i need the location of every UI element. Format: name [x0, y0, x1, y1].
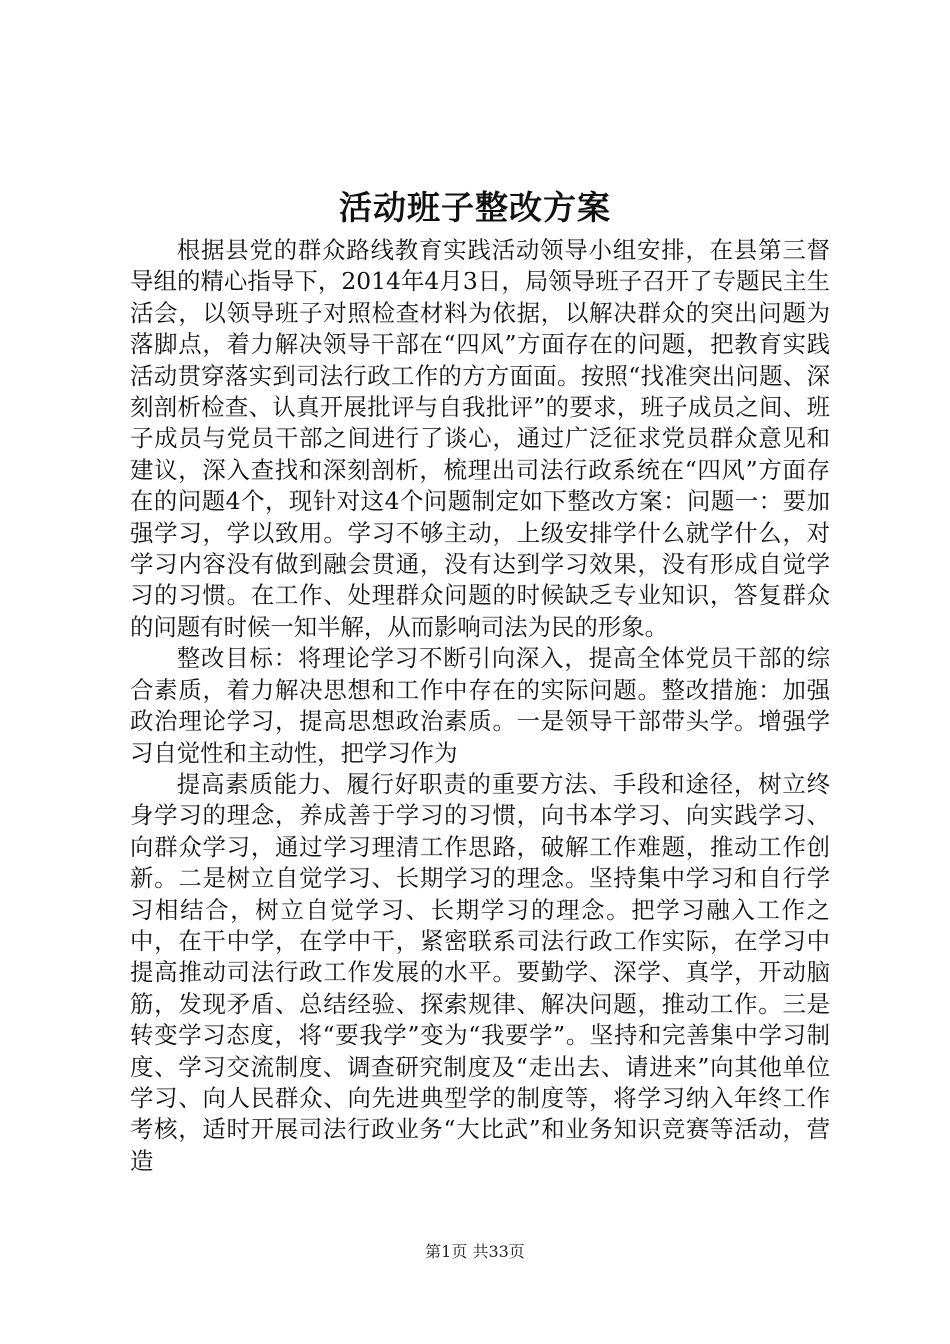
document-title: 活动班子整改方案 — [339, 188, 611, 227]
paragraph-3: 提高素质能力、履行好职责的重要方法、手段和途径，树立终身学习的理念，养成善于学习的习惯，向书本学习、向实践学习、向群众学习，通过学习理清工作思路，破解工作难题，推动工作创新。二是树立自觉学习、长期学习的理念。坚持集中学习和自行学习相结合，树立自觉学习、长期学习的理念。把学习融入工作之中，在干中学，在学中干，紧密联系司法行政工作实际，在学习中提高推动司法行政工作发展的水平。要勤学、深学、真学，开动脑筋，发现矛盾、总结经验、探索规律、解决问题，推动工作。三是转变学习态度，将“要我学”变为“我要学”。坚持和完善集中学习制度、学习交流制度、调查研究制度及“走出去、请进来”向其他单位学习、向人民群众、向先进典型学的制度等，将学习纳入年终工作考核，适时开展司法行政业务“大比武”和业务知识竞赛等活动，营造 — [130, 769, 830, 1175]
page-footer: 第1页 共33页 — [425, 1242, 525, 1261]
document-body — [130, 235, 830, 1177]
paragraph-1: 根据县党的群众路线教育实践活动领导小组安排，在县第三督导组的精心指导下，2014年4月3日，局领导班子召开了专题民主生活会，以领导班子对照检查材料为依据，以解决群众的突出问题为落脚点，着力解决领导干部在“四风”方面存在的问题，把教育实践活动贯穿落实到司法行政工作的方方面面。按照“找准突出问题、深刻剖析检查、认真开展批评与自我批评”的要求，班子成员之间、班子成员与党员干部之间进行了谈心，通过广泛征求党员群众意见和建议，深入查找和深刻剖析，梳理出司法行政系统在“四风”方面存在的问题4个，现针对这4个问题制定如下整改方案：问题一：要加强学习，学以致用。学习不够主动，上级安排学什么就学什么，对学习内容没有做到融会贯通，没有达到学习效果，没有形成自觉学习的习惯。在工作、处理群众问题的时候缺乏专业知识，答复群众的问题有时候一知半解，从而影响司法为民的形象。 — [130, 236, 830, 641]
paragraph-2: 整改目标：将理论学习不断引向深入，提高全体党员干部的综合素质，着力解决思想和工作中存在的实际问题。整改措施：加强政治理论学习，提高思想政治素质。一是领导干部带头学。增强学习自觉性和主动性，把学习作为 — [130, 644, 830, 767]
